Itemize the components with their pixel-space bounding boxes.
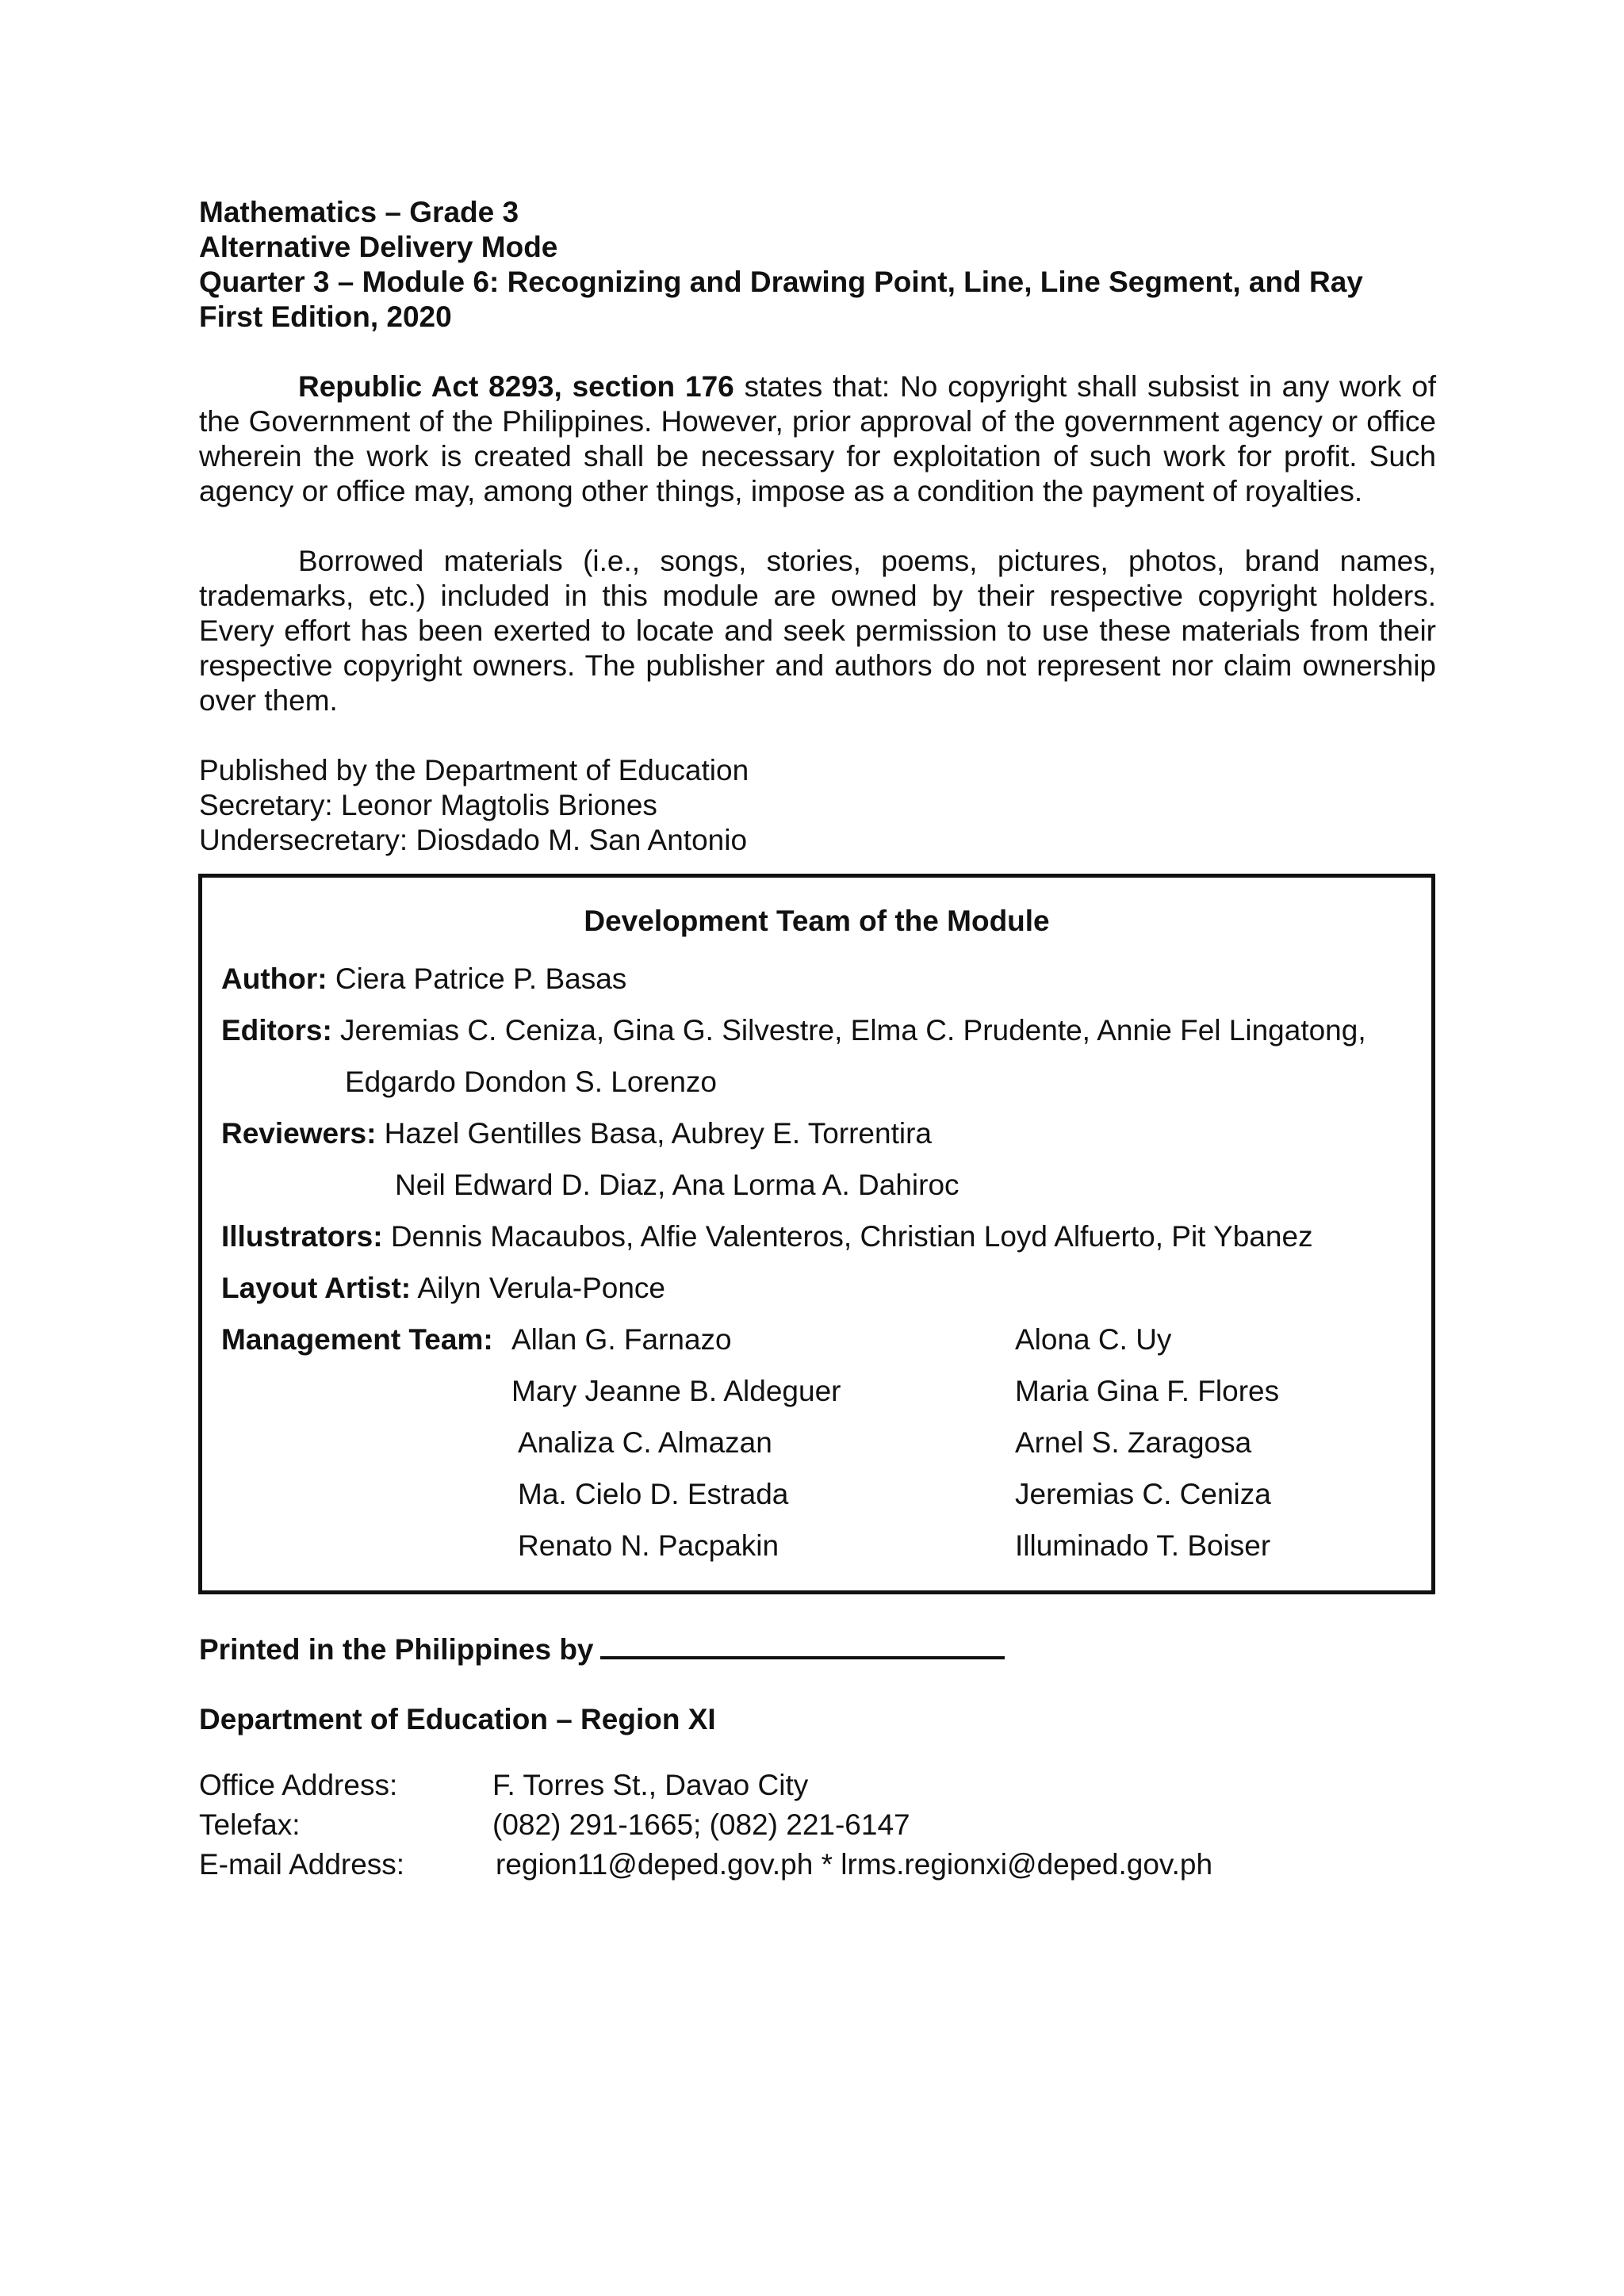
undersecretary: Undersecretary: Diosdado M. San Antonio — [199, 824, 748, 856]
telefax-value: (082) 291-1665; (082) 221-6147 — [492, 1808, 910, 1841]
illustrators-row — [221, 1211, 1412, 1262]
email-row — [199, 1845, 1436, 1885]
reviewers-names: Hazel Gentilles Basa, Aubrey E. Torrentira — [376, 1117, 932, 1150]
author-name: Ciera Patrice P. Basas — [327, 962, 627, 995]
delivery-mode: Alternative Delivery Mode — [199, 231, 558, 263]
editors-label: Editors: — [221, 1014, 332, 1047]
copyright-text: states that: No copyright shall subsist in any work of the Government of the Philippines. However, prior approval of the government agency or office wherein the work is created shall be necessary for exploitation of such work for profit. Such agency or office may, among other things, impose as a condition the payment of royalties. — [199, 370, 1436, 507]
publisher-block — [199, 753, 1436, 858]
page-content — [199, 195, 1436, 1885]
secretary: Secretary: Leonor Magtolis Briones — [199, 789, 657, 821]
reviewers-row-continued — [221, 1159, 1412, 1211]
development-team-box — [198, 874, 1435, 1594]
editors-row — [221, 1004, 1412, 1056]
editors-names: Jeremias C. Ceniza, Gina G. Silvestre, Elma C. Prudente, Annie Fel Lingatong, — [331, 1014, 1366, 1047]
management-row — [221, 1520, 1412, 1571]
management-member: Arnel S. Zaragosa — [1015, 1426, 1252, 1459]
management-row — [221, 1365, 1412, 1417]
editors-names-continued: Edgardo Dondon S. Lorenzo — [345, 1066, 718, 1098]
management-member: Illuminado T. Boiser — [1015, 1529, 1271, 1562]
management-member: Allan G. Farnazo — [511, 1323, 732, 1356]
management-member: Ma. Cielo D. Estrada — [518, 1478, 789, 1510]
office-address-label: Office Address: — [199, 1769, 398, 1801]
management-label: Management Team: — [221, 1323, 493, 1356]
management-member: Renato N. Pacpakin — [518, 1529, 779, 1562]
management-member: Analiza C. Almazan — [518, 1426, 772, 1459]
team-heading: Development Team of the Module — [584, 905, 1050, 937]
module-title-block — [199, 195, 1436, 335]
edition: First Edition, 2020 — [199, 300, 452, 333]
borrowed-materials-paragraph: Borrowed materials (i.e., songs, stories, poems, pictures, photos, brand names, trademarks, etc.) included in this module are owned by their respective copyright holders. Every effort has been exerted to locate and seek permission to use these materials from their respective copyright owners. The publisher and authors do not represent nor claim ownership over them. — [199, 545, 1436, 717]
subject-grade: Mathematics – Grade 3 — [199, 196, 519, 228]
management-row — [221, 1417, 1412, 1468]
management-member: Alona C. Uy — [1015, 1323, 1172, 1356]
republic-act-reference: Republic Act 8293, section 176 — [298, 370, 734, 403]
module-title: Quarter 3 – Module 6: Recognizing and Drawing Point, Line, Line Segment, and Ray — [199, 266, 1363, 298]
published-by: Published by the Department of Education — [199, 754, 749, 786]
region-office-title: Department of Education – Region XI — [199, 1703, 716, 1735]
illustrators-names: Dennis Macaubos, Alfie Valenteros, Christian Loyd Alfuerto, Pit Ybanez — [382, 1220, 1313, 1253]
printed-by-line — [199, 1624, 1436, 1667]
management-member: Maria Gina F. Flores — [1015, 1375, 1280, 1407]
copyright-paragraph — [199, 369, 1436, 509]
reviewers-label: Reviewers: — [221, 1117, 377, 1150]
telefax-row — [199, 1805, 1436, 1845]
printer-blank-line — [600, 1624, 1005, 1659]
management-member: Mary Jeanne B. Aldeguer — [511, 1375, 841, 1407]
illustrators-label: Illustrators: — [221, 1220, 383, 1253]
email-label: E-mail Address: — [199, 1848, 405, 1881]
layout-artist-name: Ailyn Verula-Ponce — [411, 1272, 665, 1304]
author-row — [221, 953, 1412, 1004]
reviewers-names-continued: Neil Edward D. Diaz, Ana Lorma A. Dahiroc — [395, 1169, 959, 1201]
management-row — [221, 1314, 1412, 1365]
management-member: Jeremias C. Ceniza — [1015, 1478, 1271, 1510]
telefax-label: Telefax: — [199, 1808, 301, 1841]
management-row — [221, 1468, 1412, 1520]
printed-by-label: Printed in the Philippines by — [199, 1633, 594, 1666]
layout-artist-label: Layout Artist: — [221, 1272, 412, 1304]
layout-artist-row — [221, 1262, 1412, 1314]
editors-row-continued — [221, 1056, 1412, 1108]
reviewers-row — [221, 1108, 1412, 1159]
email-value: region11@deped.gov.ph * lrms.regionxi@deped.gov.ph — [496, 1848, 1213, 1881]
office-address-value: F. Torres St., Davao City — [492, 1769, 809, 1801]
author-label: Author: — [221, 962, 327, 995]
office-address-row — [199, 1766, 1436, 1805]
